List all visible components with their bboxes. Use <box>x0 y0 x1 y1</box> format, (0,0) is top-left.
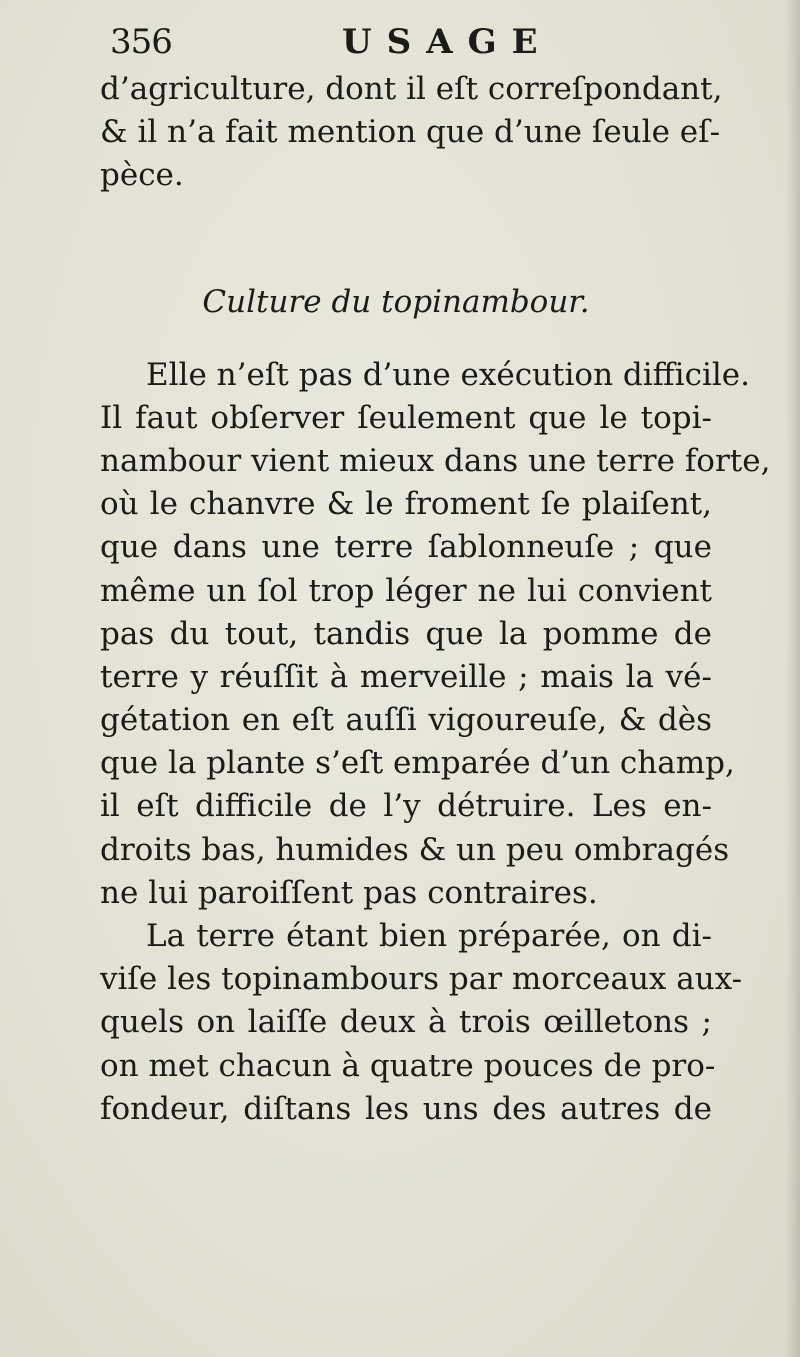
paragraph-continuation <box>100 68 723 198</box>
running-title: USAGE <box>342 22 553 62</box>
text-line: La terre étant bien préparée, on di- <box>146 918 712 954</box>
text-line: & il n’a fait mention que d’une ſeule eſ- <box>100 114 721 151</box>
text-line: où le chanvre & le froment ſe plaiſent, <box>100 486 712 523</box>
text-line: on met chacun à quatre pouces de pro- <box>100 1047 716 1084</box>
section-heading: Culture du topinambour. <box>202 283 590 320</box>
text-line: Elle n’eſt pas d’une exécution difficile. <box>146 356 750 393</box>
text-line: il eſt difficile de l’y détruire. Les en- <box>100 788 712 825</box>
text-line: pèce. <box>100 157 184 194</box>
text-line: que la plante s’eſt emparée d’un champ, <box>100 745 735 782</box>
text-line: que dans une terre ſablonneuſe ; que <box>100 529 712 566</box>
text-line: droits bas, humides & un peu ombragés <box>100 831 730 868</box>
text-line: quels on laiſſe deux à trois œilletons ; <box>100 1004 712 1041</box>
page-number: 356 <box>110 22 172 62</box>
text-line: pas du tout, tandis que la pomme de <box>100 615 712 652</box>
page-header <box>110 22 710 72</box>
paragraph <box>100 915 743 1131</box>
text-line: ne lui paroiſſent pas contraires. <box>100 874 598 911</box>
text-line: Il faut obſerver ſeulement que le topi- <box>100 399 712 436</box>
paragraph <box>100 354 771 915</box>
text-line: terre y réuſſit à merveille ; mais la vé- <box>100 658 712 695</box>
text-line: même un ſol trop léger ne lui convient <box>100 572 712 609</box>
text-line: fondeur, diſtans les uns des autres de <box>100 1090 712 1127</box>
page-edge-shadow <box>786 0 800 1357</box>
text-line: nambour vient mieux dans une terre forte, <box>100 442 771 479</box>
body-text <box>100 68 771 1131</box>
text-line: d’agriculture, dont il eſt correſpondant, <box>100 71 723 107</box>
text-line: viſe les topinambours par morceaux aux- <box>100 961 743 998</box>
text-line: gétation en eſt auſſi vigoureuſe, & dès <box>100 702 712 739</box>
